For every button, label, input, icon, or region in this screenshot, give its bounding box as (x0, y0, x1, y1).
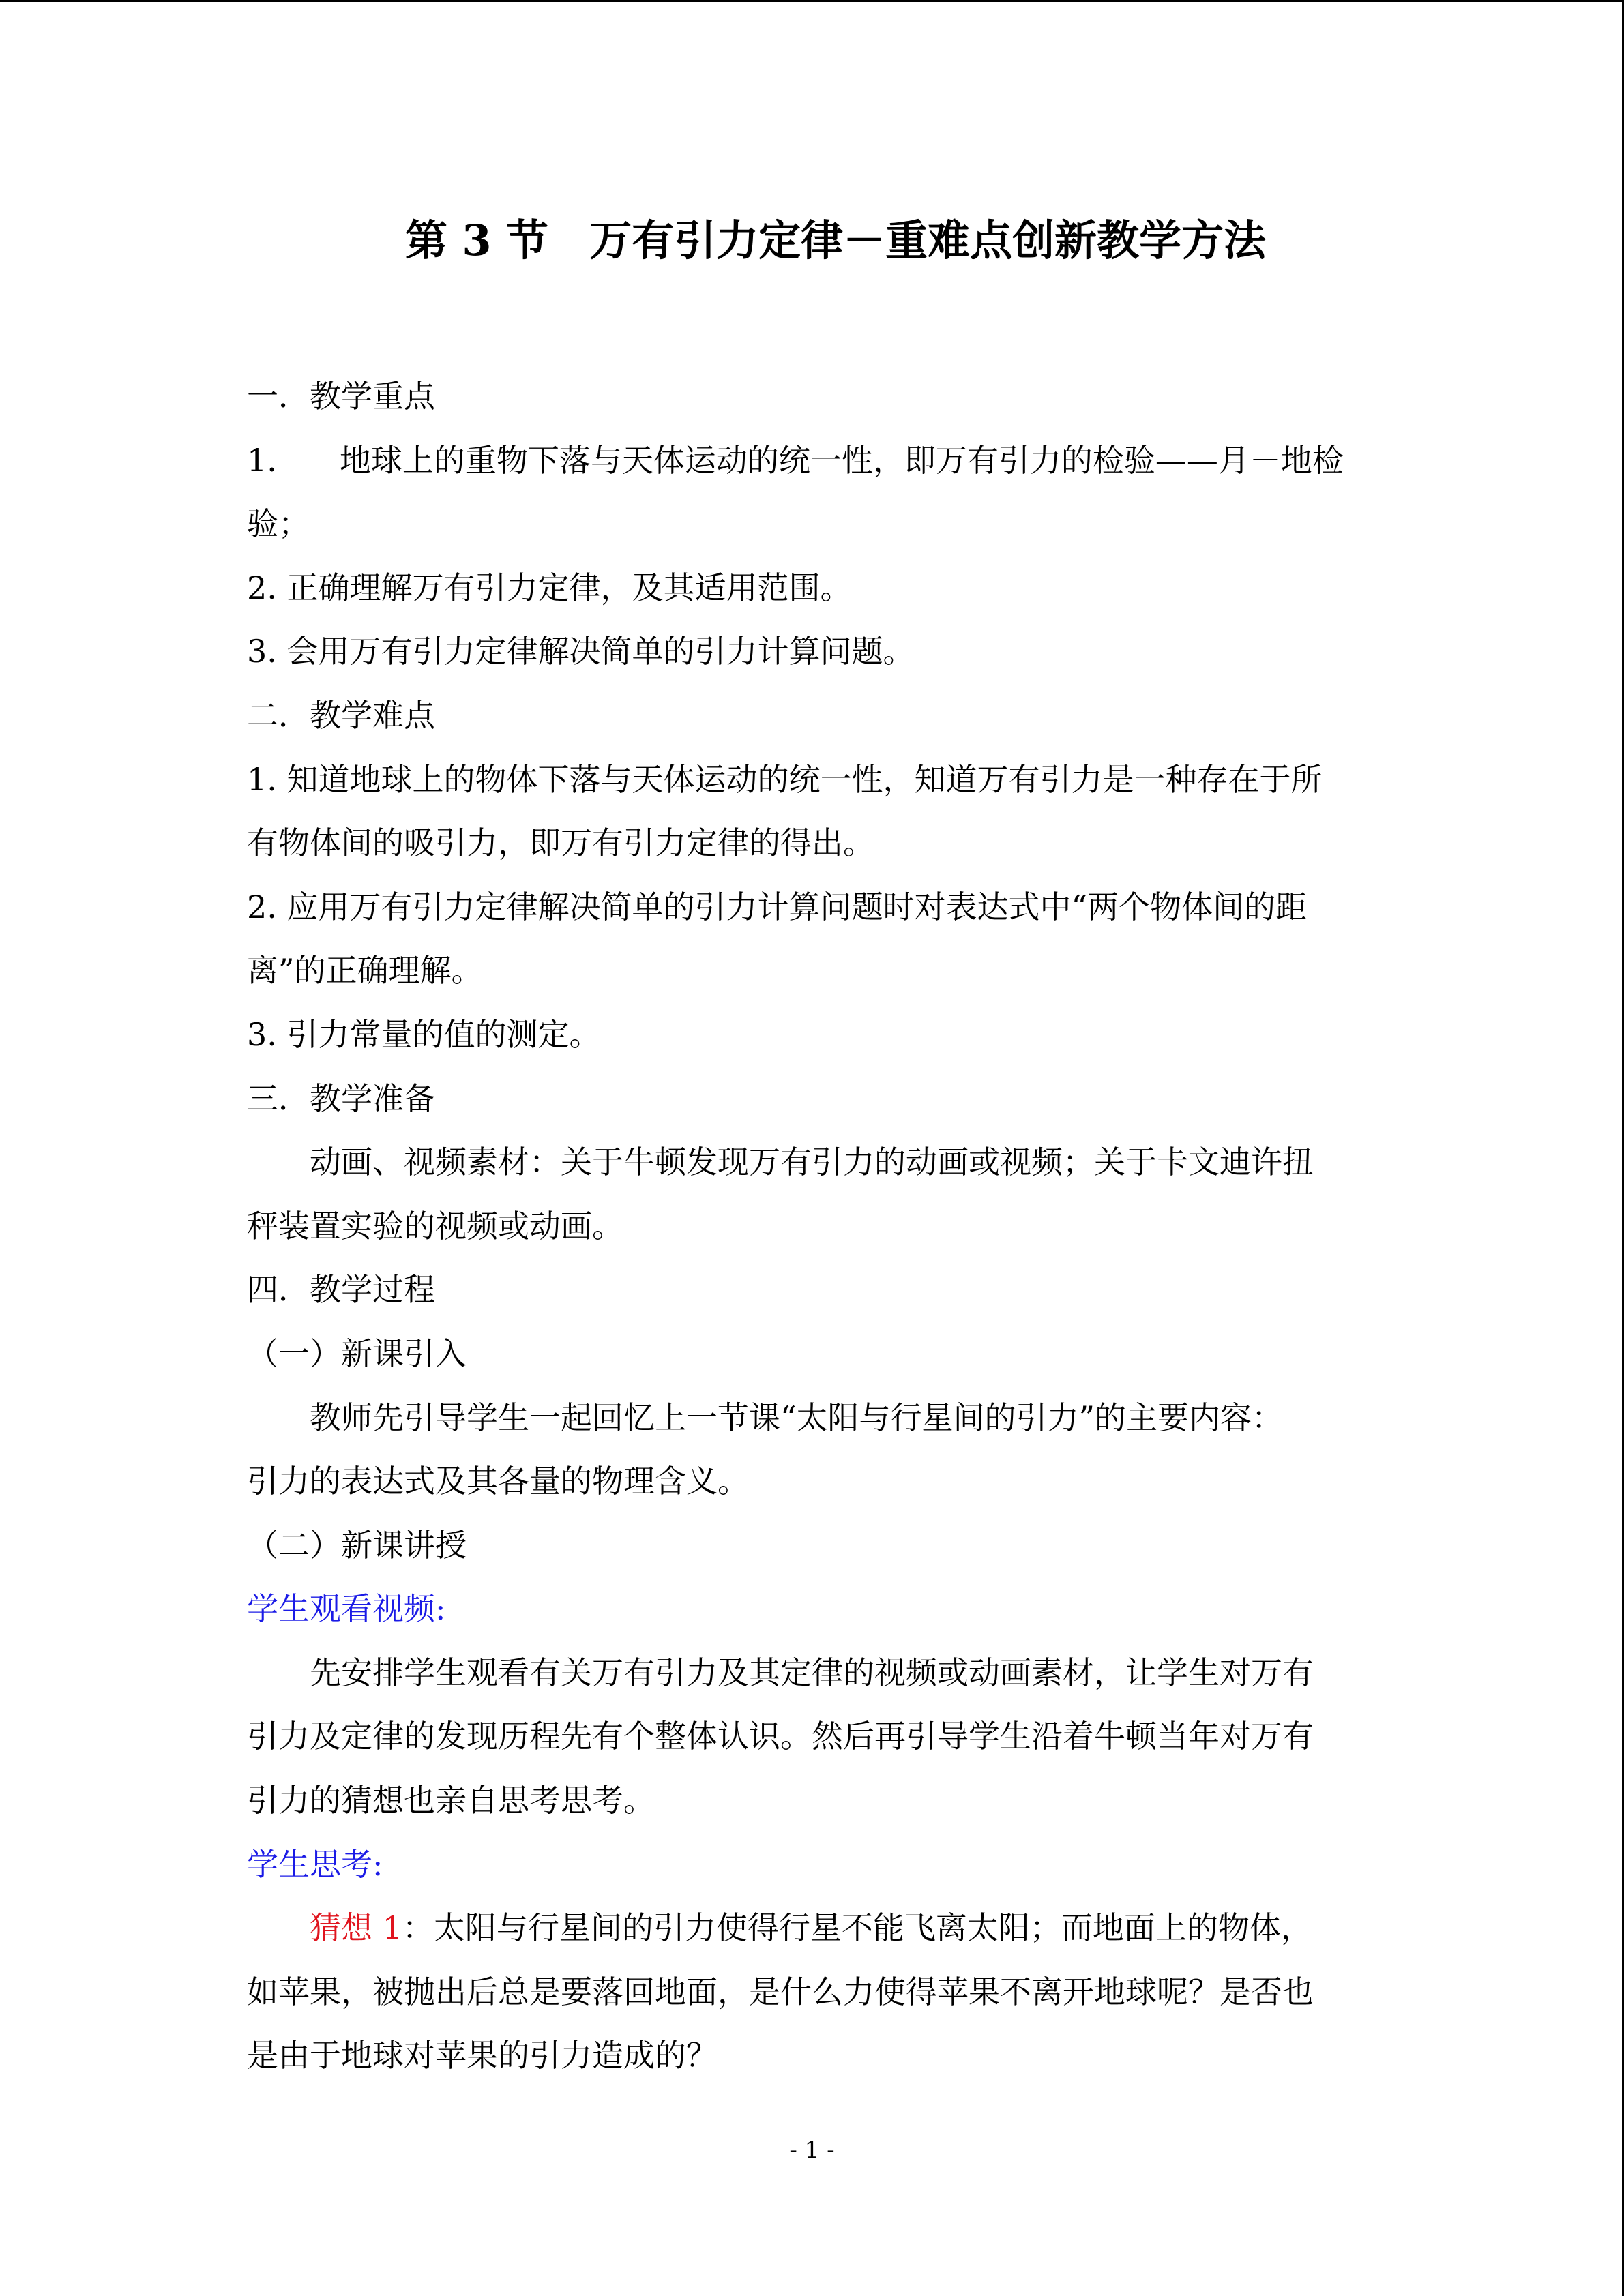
section1-item3: 3. 会用万有引力定律解决简单的引力计算问题。 (247, 633, 915, 670)
document-body (247, 365, 1379, 2088)
section2-item2-line1: 2. 应用万有引力定律解决简单的引力计算问题时对表达式中“两个物体间的距 (247, 888, 1308, 925)
title-main: 万有引力定律－重难点创新教学方法 (589, 215, 1267, 265)
section1-item1-line2: 验； (247, 505, 310, 543)
section3-heading: 三．教学准备 (247, 1079, 435, 1117)
subsection1-para-line1: 教师先引导学生一起回忆上一节课“太阳与行星间的引力”的主要内容： (310, 1399, 1284, 1436)
section1-item1-line1 (247, 429, 1379, 493)
section3-para-line1: 动画、视频素材：关于牛顿发现万有引力的动画或视频；关于卡文迪许扭 (310, 1144, 1314, 1181)
watch-para-line2: 引力及定律的发现历程先有个整体认识。然后再引导学生沿着牛顿当年对万有 (247, 1718, 1314, 1755)
page-title (0, 210, 1624, 271)
section1-item1-text: 地球上的重物下落与天体运动的统一性，即万有引力的检验——月－地检 (339, 441, 1344, 479)
top-border (0, 0, 1624, 2)
section4-heading: 四．教学过程 (247, 1271, 435, 1309)
section3-para-line2: 秤装置实验的视频或动画。 (247, 1207, 623, 1244)
section2-item3: 3. 引力常量的值的测定。 (247, 1015, 601, 1053)
title-section: 第 3 节 (404, 215, 549, 265)
guess1-line3: 是由于地球对苹果的引力造成的？ (247, 2037, 718, 2074)
section2-item1-line2: 有物体间的吸引力，即万有引力定律的得出。 (247, 824, 874, 862)
guess1-label: 猜想 1 (310, 1909, 402, 1947)
section2-item1-line1: 1. 知道地球上的物体下落与天体运动的统一性，知道万有引力是一种存在于所 (247, 760, 1323, 798)
page-number: - 1 - (789, 2136, 835, 2164)
section2-heading: 二．教学难点 (247, 696, 435, 734)
watch-video-label: 学生观看视频: (247, 1590, 446, 1628)
watch-para-line1: 先安排学生观看有关万有引力及其定律的视频或动画素材，让学生对万有 (310, 1654, 1314, 1691)
section1-heading: 一．教学重点 (247, 378, 435, 415)
subsection1-heading: （一）新课引入 (247, 1335, 467, 1372)
watch-para-line3: 引力的猜想也亲自思考思考。 (247, 1782, 655, 1819)
student-think-label: 学生思考: (247, 1845, 383, 1883)
guess1-text: ：太阳与行星间的引力使得行星不能飞离太阳；而地面上的物体， (402, 1909, 1312, 1947)
section1-item1-number: 1. (247, 441, 277, 479)
section2-item2-line2: 离”的正确理解。 (247, 952, 483, 989)
guess1-line1 (247, 1896, 1379, 1960)
section1-item2: 2. 正确理解万有引力定律，及其适用范围。 (247, 569, 852, 606)
subsection2-heading: （二）新课讲授 (247, 1526, 467, 1564)
guess1-line2: 如苹果，被抛出后总是要落回地面，是什么力使得苹果不离开地球呢？是否也 (247, 1973, 1314, 2010)
subsection1-para-line2: 引力的表达式及其各量的物理含义。 (247, 1463, 749, 1500)
